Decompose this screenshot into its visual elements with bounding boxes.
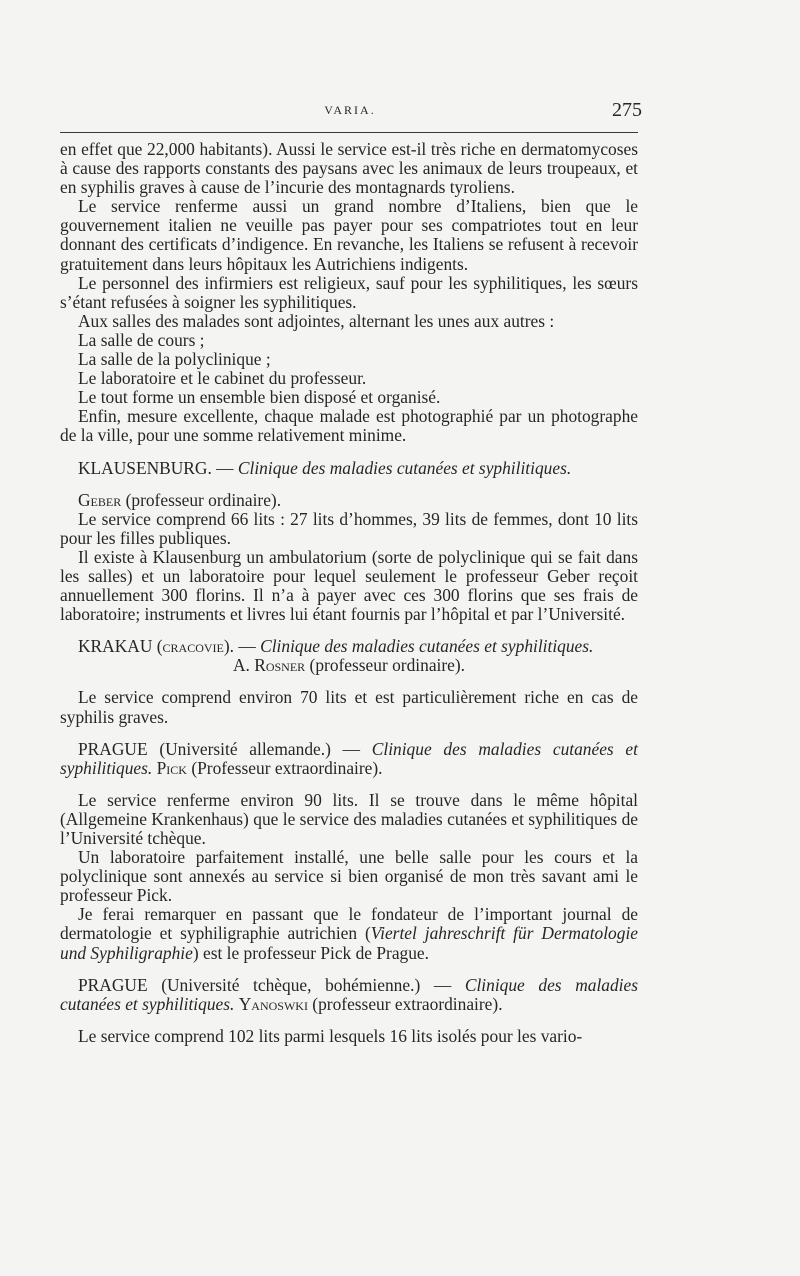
running-title: VARIA.: [324, 103, 376, 117]
city-name: PRAGUE: [78, 974, 148, 995]
professor-line: Geber (professeur ordinaire).: [78, 489, 282, 510]
section-heading-krakau: KRAKAU (cracovie). — Clinique des maladies cutanées et syphilitiques.: [78, 636, 594, 657]
paragraph: Le service comprend 102 lits parmi lesquels 16 lits isolés pour les vario-: [78, 1025, 583, 1046]
paragraph: Le service renferme environ 90 lits. Il se trouve dans le même hôpital (Allgemeine Krankenhaus) que le service des maladies cutanées et syphilitiques de l’Université tchèque.: [60, 789, 638, 848]
clinic-name: Clinique des maladies cutanées et syphilitiques.: [60, 974, 638, 1014]
professor-name: Geber: [78, 489, 122, 510]
list-item: La salle de cours ;: [78, 329, 205, 350]
page-number: 275: [612, 99, 642, 121]
paragraph: Enfin, mesure excellente, chaque malade est photographié par un photographe de la ville, pour une somme relativement minime.: [60, 406, 638, 446]
city-name: KRAKAU: [78, 636, 153, 657]
clinic-name: Clinique des maladies cutanées et syphilitiques.: [60, 738, 638, 778]
city-alt-name: cracovie: [162, 636, 224, 657]
professor-name: Yanoswki: [238, 993, 308, 1014]
paragraph: Le service renferme aussi un grand nombre d’Italiens, bien que le gouvernement italien ne veuille pas payer pour ses compatriotes tout en leur donnant des certificats d’indigence. En revanche, les Italiens se refusent à recevoir gratuitement dans leurs hôpitaux les Autrichiens indigents.: [60, 196, 638, 274]
page-header: [60, 99, 642, 125]
header-rule: [60, 132, 638, 133]
list-item: Le laboratoire et le cabinet du professeur.: [78, 368, 367, 389]
professor-name: Pick: [156, 757, 187, 778]
section-heading-prague-czech: PRAGUE (Université tchèque, bohémienne.) — Clinique des maladies cutanées et syphilitiques. Yanoswki (professeur extraordinaire).: [60, 974, 638, 1014]
paragraph: Aux salles des malades sont adjointes, alternant les unes aux autres :: [78, 310, 555, 331]
clinic-name: Clinique des maladies cutanées et syphilitiques.: [237, 457, 572, 478]
paragraph: Le tout forme un ensemble bien disposé et organisé.: [78, 387, 441, 408]
paragraph: Je ferai remarquer en passant que le fondateur de l’important journal de dermatologie et syphiligraphie autrichien (Viertel jahreschrift für Dermatologie und Syphiligraphie) est le professeur Pick de Prague.: [60, 904, 638, 963]
paragraph: Le service comprend environ 70 lits et est particulièrement riche en cas de syphilis graves.: [60, 687, 638, 727]
paragraph: Un laboratoire parfaitement installé, une belle salle pour les cours et la polyclinique sont annexés au service si bien organisé de mon très savant ami le professeur Pick.: [60, 847, 638, 906]
city-name: PRAGUE: [78, 738, 148, 759]
paragraph: Il existe à Klausenburg un ambulatorium (sorte de polyclinique qui se fait dans les salles) et un laboratoire pour lequel seulement le professeur Geber reçoit annuellement 300 florins. Il n’a à payer avec ces 300 florins que ses frais de laboratoire; instruments et livres lui étant fournis par l’hôpital et par l’Université.: [60, 546, 638, 625]
paragraph: Le service comprend 66 lits : 27 lits d’hommes, 39 lits de femmes, dont 10 lits pour les filles publiques.: [60, 508, 638, 548]
paragraph: Le personnel des infirmiers est religieux, sauf pour les syphilitiques, les sœurs s’étant refusées à soigner les syphilitiques.: [60, 272, 638, 312]
clinic-name: Clinique des maladies cutanées et syphilitiques.: [260, 636, 594, 657]
paragraph: en effet que 22,000 habitants). Aussi le service est-il très riche en dermatomycoses à cause des rapports constants des paysans avec les animaux de leurs troupeaux, et en syphilis graves à cause de l’incurie des montagnards tyroliens.: [60, 139, 638, 198]
section-heading-klausenburg: KLAUSENBURG. — Clinique des maladies cutanées et syphilitiques.: [78, 457, 572, 478]
list-item: La salle de la polyclinique ;: [78, 349, 271, 370]
section-heading-prague-german: PRAGUE (Université allemande.) — Clinique des maladies cutanées et syphilitiques. Pick (Professeur extraordinaire).: [60, 738, 638, 778]
professor-line: A. Rosner (professeur ordinaire).: [232, 655, 466, 676]
journal-title: Viertel jahreschrift für Dermatologie und Syphiligraphie: [60, 923, 638, 963]
body-text: [60, 140, 638, 1046]
professor-name: Rosner: [254, 655, 306, 676]
city-name: KLAUSENBURG.: [78, 457, 212, 478]
